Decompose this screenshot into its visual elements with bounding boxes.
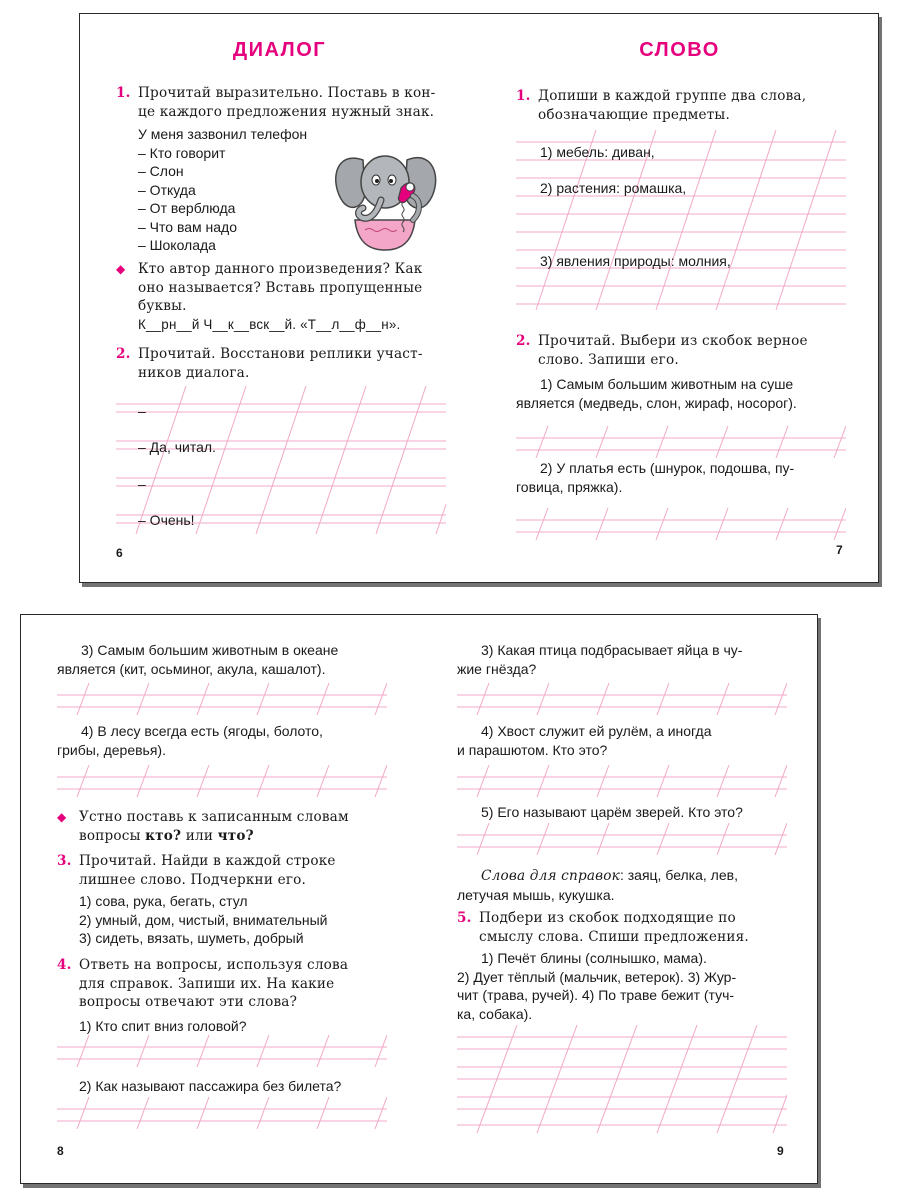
writing-lines-q2[interactable] xyxy=(516,508,846,540)
page-number: 6 xyxy=(116,546,123,560)
writing-lines-4-2[interactable] xyxy=(57,1097,387,1129)
group-1: 1) мебель: диван, xyxy=(540,144,655,160)
question-4-2: 2) Как называют пассажира без билета? xyxy=(79,1078,342,1094)
task-1: 1. Допиши в каждой группе два слова, обозначающие предметы. xyxy=(516,88,807,123)
page-8 xyxy=(21,615,420,1183)
question-3: 3) Самым большим животным в океане является (кит, осьминог, акула, кашалот). xyxy=(57,642,339,677)
page-title: СЛОВО xyxy=(639,39,720,61)
group-2: 2) растения: ромашка, xyxy=(540,180,687,196)
spread-pages-6-7 xyxy=(79,13,879,583)
writing-lines-task5[interactable] xyxy=(457,1025,787,1133)
writing-lines-q3[interactable] xyxy=(57,683,387,715)
writing-lines-q4[interactable] xyxy=(457,765,787,797)
page-title: ДИАЛОГ xyxy=(232,39,327,61)
page-number: 9 xyxy=(777,1144,784,1158)
page-number: 8 xyxy=(57,1144,64,1158)
poem: У меня зазвонил телефон – Кто говорит – Слон – Откуда – От верблюда – Что вам надо – Шоколада xyxy=(138,126,308,253)
question-4: 4) Хвост служит ей рулём, а иногда и парашютом. Кто это? xyxy=(457,723,712,758)
task-3: 3. Прочитай. Найди в каждой строке лишнее слово. Подчеркни его. xyxy=(57,853,336,888)
dialog-line-1: – xyxy=(138,403,146,419)
question-4-1: 1) Кто спит вниз головой? xyxy=(79,1018,247,1034)
question-1: 1) Самым большим животным на суше является (медведь, слон, жираф, носорог). xyxy=(516,376,797,411)
task-4: 4. Ответь на вопросы, используя слова для справок. Запиши их. На какие вопросы отвечают эти слова? xyxy=(57,957,349,1010)
page-9 xyxy=(421,615,820,1183)
writing-lines-q5[interactable] xyxy=(457,823,787,855)
task-1: 1. Прочитай выразительно. Поставь в кон- це каждого предложения нужный знак. xyxy=(116,85,436,120)
dialog-line-3: – xyxy=(138,476,146,492)
writing-lines-q1[interactable] xyxy=(516,426,846,458)
dialog-line-4: – Очень! xyxy=(138,512,195,528)
bonus-question: ◆ Устно поставь к записанным словам вопросы кто? или что? xyxy=(57,809,349,844)
spread-pages-8-9 xyxy=(20,614,818,1184)
question-3: 3) Какая птица подбрасывает яйца в чу- жие гнёзда? xyxy=(457,642,743,677)
group-3: 3) явления природы: молния, xyxy=(540,253,731,269)
question-4: 4) В лесу всегда есть (ягоды, болото, грибы, деревья). xyxy=(57,723,323,758)
writing-lines-4-1[interactable] xyxy=(57,1035,387,1067)
writing-lines-q3[interactable] xyxy=(457,683,787,715)
question-2: 2) У платья есть (шнурок, подошва, пу- говица, пряжка). xyxy=(516,460,795,495)
writing-lines-q4[interactable] xyxy=(57,765,387,797)
page-number: 7 xyxy=(836,543,843,557)
dialog-line-2: – Да, читал. xyxy=(138,439,216,455)
task-5: 5. Подбери из скобок подходящие по смыслу слова. Спиши предложения. xyxy=(457,910,749,945)
task-2: 2. Прочитай. Восстанови реплики участ- ников диалога. xyxy=(116,346,423,381)
bonus-question: ◆ Кто автор данного произведения? Как оно называется? Вставь пропущенные буквы. К__рн__й Ч__к__вск__й. «Т__л__ф__н». xyxy=(116,261,423,332)
task-2: 2. Прочитай. Выбери из скобок верное слово. Запиши его. xyxy=(516,333,808,368)
word-rows: 1) сова, рука, бегать, стул 2) умный, дом, чистый, внимательный 3) сидеть, вязать, шуметь, добрый xyxy=(79,893,328,946)
page-7 xyxy=(480,14,879,582)
question-5: 5) Его называют царём зверей. Кто это? xyxy=(481,804,743,820)
sentences: 1) Печёт блины (солнышко, мама). 2) Дует тёплый (мальчик, ветерок). 3) Жур- чит (трава, ручей). 4) По траве бежит (туч- ка, собака). xyxy=(457,950,737,1022)
elephant-with-phone-illustration xyxy=(325,142,445,252)
page-6 xyxy=(80,14,479,582)
reference-words: Слова для справок: заяц, белка, лев, летучая мышь, кукушка. xyxy=(457,867,738,903)
